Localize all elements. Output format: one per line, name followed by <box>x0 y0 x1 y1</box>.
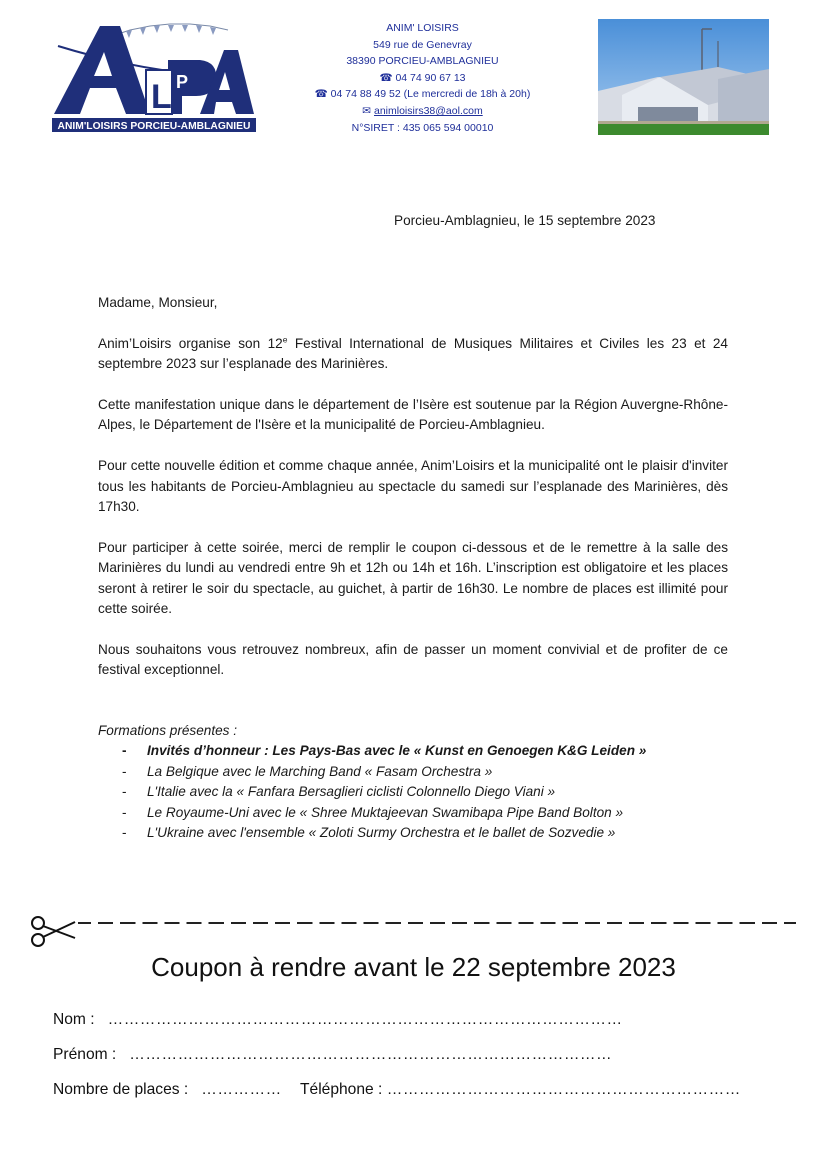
list-item: - Invités d’honneur : Les Pays-Bas avec le « Kunst en Genoegen K&G Leiden » <box>122 743 647 759</box>
svg-text:P: P <box>176 72 189 92</box>
list-item: - La Belgique avec le Marching Band « Fasam Orchestra » <box>122 763 493 779</box>
prenom-dots: ……………………………………………………………………………… <box>129 1046 613 1063</box>
places-dots: …………… <box>201 1081 282 1098</box>
coupon-title: Coupon à rendre avant le 22 septembre 2023 <box>151 952 676 982</box>
list-item: - L'Italie avec la « Fanfara Bersaglieri ciclisti Colonnello Diego Viani » <box>122 784 556 800</box>
formations-list <box>98 741 738 843</box>
email-line <box>290 103 555 120</box>
greeting: Madame, Monsieur, <box>98 295 218 310</box>
building-photo <box>598 19 769 135</box>
places-field[interactable] <box>53 1081 282 1099</box>
letter-body <box>98 293 728 701</box>
org-name: ANIM' LOISIRS <box>386 22 459 34</box>
scissors-icon <box>29 914 77 948</box>
places-label: Nombre de places : <box>53 1081 189 1098</box>
street-address: 549 rue de Genevray <box>373 38 472 51</box>
formations-section <box>98 721 738 843</box>
city-address: 38390 PORCIEU-AMBLAGNIEU <box>346 55 499 68</box>
svg-text:L: L <box>151 78 172 116</box>
phone-icon: ☎ <box>314 88 331 101</box>
alpa-logo <box>50 18 258 134</box>
prenom-label: Prénom : <box>53 1046 117 1063</box>
paragraph-closing: Nous souhaitons vous retrouvez nombreux, afin de passer un moment convivial et de profiter de ce festival exceptionnel. <box>98 641 728 678</box>
telephone-dots: ………………………………………………………… <box>386 1081 741 1098</box>
logo-banner-text: ANIM'LOISIRS PORCIEU-AMBLAGNIEU <box>57 121 251 132</box>
nom-dots: …………………………………………………………………………………… <box>107 1011 623 1028</box>
phone-line-2: ☎ 04 74 88 49 52 (Le mercredi de 18h à 20h) <box>314 88 531 101</box>
nom-label: Nom : <box>53 1011 95 1028</box>
letter-date: Porcieu-Amblagnieu, le 15 septembre 2023 <box>394 213 656 228</box>
list-item: - L'Ukraine avec l'ensemble « Zoloti Surmy Orchestra et le ballet de Sozvedie » <box>122 825 616 841</box>
siret: N°SIRET : 435 065 594 00010 <box>351 121 494 134</box>
phone-line-1: ☎ 04 74 90 67 13 <box>379 71 466 84</box>
paragraph-invitation: Pour cette nouvelle édition et comme chaque année, Anim’Loisirs et la municipalité ont le plaisir d'inviter tous les habitants de Porcieu-Amblagnieu au spectacle du samedi sur l’esplanade des Marinières, dès 17h30. <box>98 458 728 515</box>
email-link[interactable]: animloisirs38@aol.com <box>374 104 483 117</box>
paragraph-support: Cette manifestation unique dans le département de l’Isère est soutenue par la Région Auvergne-Rhône-Alpes, le Département de l'Isère et la municipalité de Porcieu-Amblagnieu. <box>98 397 728 433</box>
list-item: - Le Royaume-Uni avec le « Shree Muktajeevan Swamibapa Pipe Band Bolton » <box>122 804 624 820</box>
envelope-icon: ✉ <box>362 104 374 117</box>
prenom-field[interactable] <box>53 1046 612 1064</box>
cut-line <box>78 922 796 924</box>
nom-field[interactable] <box>53 1011 623 1029</box>
phone-icon: ☎ <box>379 71 396 84</box>
paragraph-festival: Anim’Loisirs organise son 12e Festival International de Musiques Militaires et Civiles les 23 et 24 septembre 2023 sur l’esplanade des Marinières. <box>98 334 728 372</box>
telephone-label: Téléphone : <box>300 1081 383 1098</box>
paragraph-coupon-instructions: Pour participer à cette soirée, merci de remplir le coupon ci-dessous et de le remettre à la salle des Marinières du lundi au vendredi entre 9h et 12h ou 14h et 16h. L’inscription est obligatoire et les places seront à retirer le soir du spectacle, au guichet, à partir de 16h30. Le nombre de places est illimité pour cette soirée. <box>98 539 728 617</box>
address-block <box>290 20 555 136</box>
formations-title: Formations présentes : <box>98 723 238 738</box>
telephone-field[interactable] <box>300 1081 741 1099</box>
